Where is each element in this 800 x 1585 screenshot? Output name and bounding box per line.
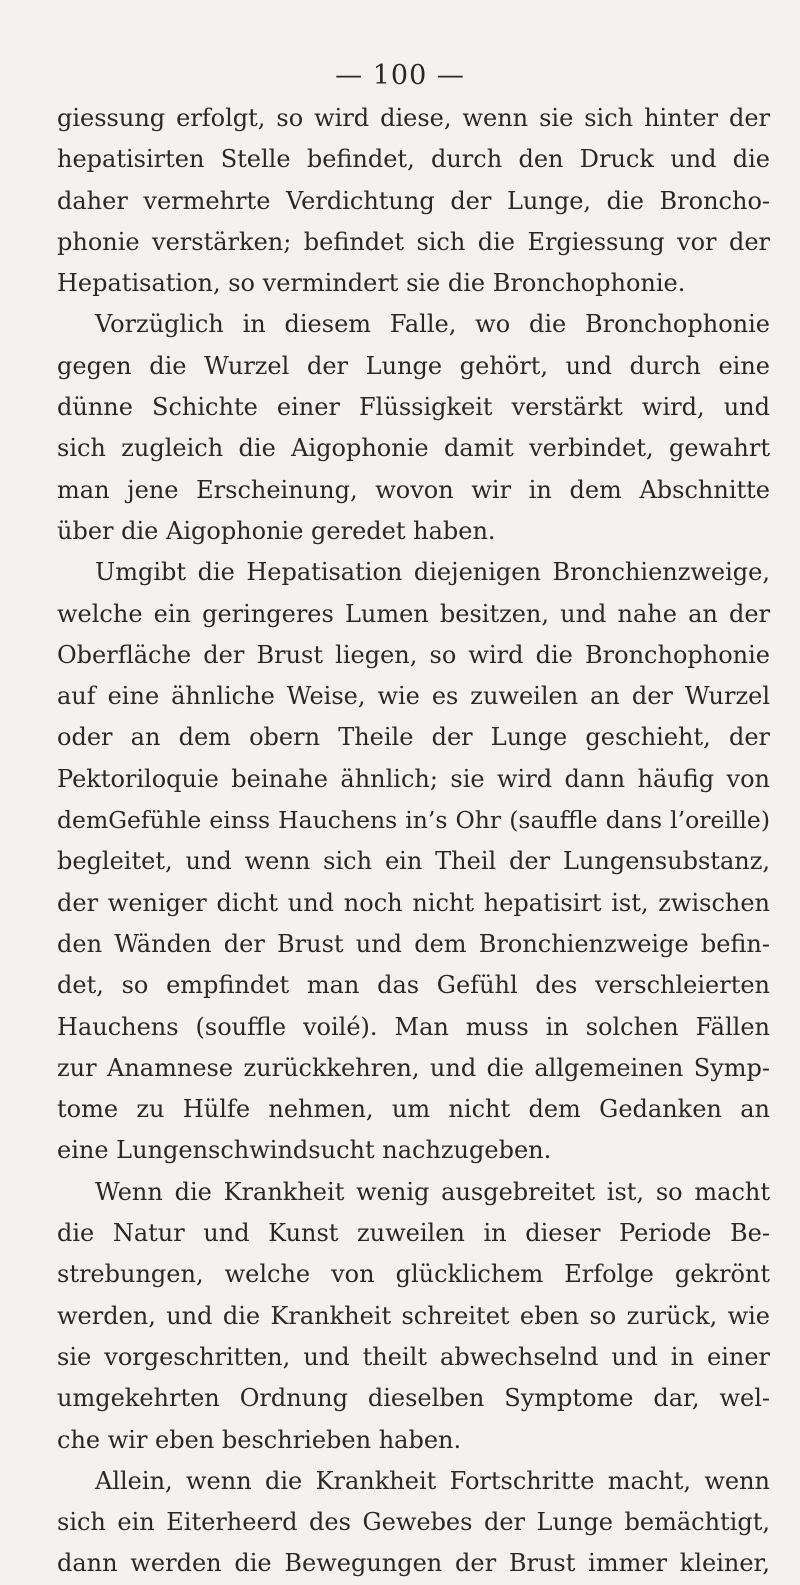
text-line: sich zugleich die Aigophonie damit verbindet, gewahrt xyxy=(57,434,770,463)
text-line: die Natur und Kunst zuweilen in dieser Periode Be- xyxy=(57,1219,770,1248)
text-line: demGefühle einss Hauchens in’s Ohr (sauffle dans l’oreille) xyxy=(57,806,770,835)
text-line: giessung erfolgt, so wird diese, wenn sie sich hinter der xyxy=(57,104,770,132)
text-line: Oberfläche der Brust liegen, so wird die Bronchophonie xyxy=(57,640,770,669)
text-line: Pektoriloquie beinahe ähnlich; sie wird dann häufig von xyxy=(57,764,770,793)
text-line: zur Anamnese zurückkehren, und die allgemeinen Symp- xyxy=(57,1053,770,1082)
text-line: Umgibt die Hepatisation diejenigen Bronchienzweige, xyxy=(95,558,770,587)
page-number: — 100 — xyxy=(335,60,465,91)
text-line: Hepatisation, so vermindert sie die Bronchophonie. xyxy=(57,269,686,298)
text-line: umgekehrten Ordnung dieselben Symptome dar, wel- xyxy=(57,1384,770,1413)
body-text xyxy=(57,98,770,1585)
text-line: über die Aigophonie geredet haben. xyxy=(57,516,496,545)
text-line: strebungen, welche von glücklichem Erfolge gekrönt xyxy=(57,1260,770,1289)
text-line: der weniger dicht und noch nicht hepatisirt ist, zwischen xyxy=(57,888,770,917)
text-line: begleitet, und wenn sich ein Theil der Lungensubstanz, xyxy=(57,847,770,876)
text-line: welche ein geringeres Lumen besitzen, und nahe an der xyxy=(57,599,770,628)
text-line: Vorzüglich in diesem Falle, wo die Bronchophonie xyxy=(95,310,770,339)
text-line: Allein, wenn die Krankheit Fortschritte macht, wenn xyxy=(95,1466,770,1495)
text-line: den Wänden der Brust und dem Bronchienzweige befin- xyxy=(57,929,770,958)
text-line: gegen die Wurzel der Lunge gehört, und durch eine xyxy=(57,351,770,380)
text-line: werden, und die Krankheit schreitet eben so zurück, wie xyxy=(57,1301,770,1330)
text-line: Wenn die Krankheit wenig ausgebreitet ist, so macht xyxy=(95,1177,770,1206)
text-line: eine Lungenschwindsucht nachzugeben. xyxy=(57,1136,552,1165)
text-line: che wir eben beschrieben haben. xyxy=(57,1425,462,1454)
text-line: dünne Schichte einer Flüssigkeit verstärkt wird, und xyxy=(57,393,770,422)
text-line: man jene Erscheinung, wovon wir in dem Abschnitte xyxy=(57,475,770,504)
text-line: hepatisirten Stelle befindet, durch den Druck und die xyxy=(57,145,770,174)
text-line: phonie verstärken; befindet sich die Ergiessung vor der xyxy=(57,227,770,256)
text-line: auf eine ähnliche Weise, wie es zuweilen an der Wurzel xyxy=(57,682,770,711)
text-line: tome zu Hülfe nehmen, um nicht dem Gedanken an xyxy=(57,1095,770,1124)
text-line: oder an dem obern Theile der Lunge geschieht, der xyxy=(57,723,770,752)
text-line: det, so empfindet man das Gefühl des verschleierten xyxy=(57,971,770,1000)
text-line: daher vermehrte Verdichtung der Lunge, die Broncho- xyxy=(57,186,770,215)
text-line: sie vorgeschritten, und theilt abwechselnd und in einer xyxy=(57,1342,770,1371)
text-line: Hauchens (souffle voilé). Man muss in solchen Fällen xyxy=(57,1012,770,1041)
text-line: sich ein Eiterheerd des Gewebes der Lunge bemächtigt, xyxy=(57,1508,770,1537)
text-line: dann werden die Bewegungen der Brust immer kleiner, xyxy=(57,1549,770,1578)
